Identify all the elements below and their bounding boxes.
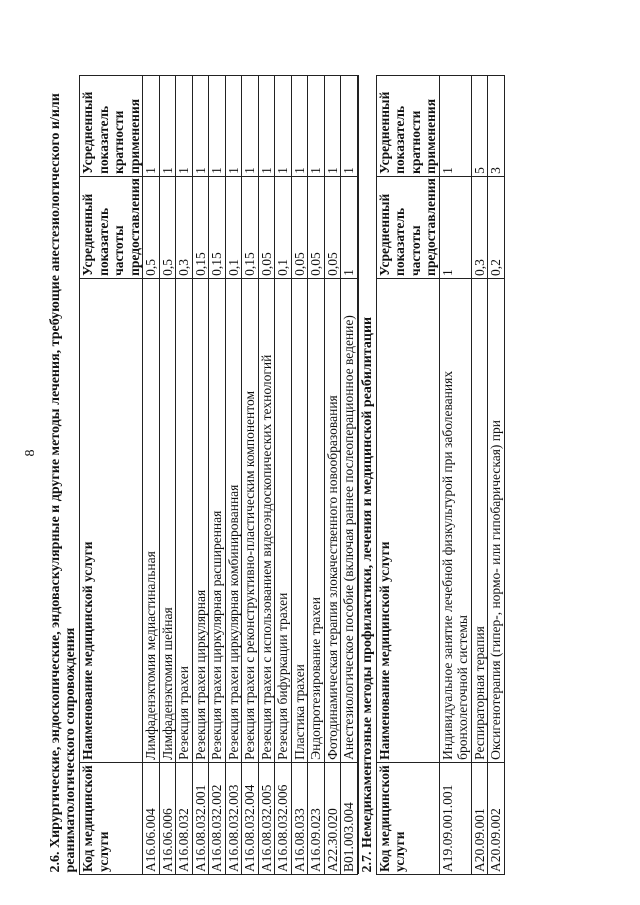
- section-title-row: [47, 76, 80, 875]
- cell-code: A16.08.032.006: [275, 762, 292, 874]
- cell-name: Резекция трахеи циркулярная расширенная: [209, 278, 226, 762]
- cell-name: Эндопротезирование трахеи: [308, 278, 325, 762]
- cell-mult: 1: [341, 76, 358, 177]
- section-2-6-title: 2.6. Хирургические, эндоскопические, эндоваскулярные и другие методы лечения, требующие анестезиологического и/или реаниматологического сопровождения: [47, 76, 80, 875]
- cell-code: A16.09.023: [308, 762, 325, 874]
- table-row: [242, 76, 259, 875]
- cell-code: A16.08.033: [291, 762, 308, 874]
- table-header-row: [376, 76, 439, 875]
- header-mult: Усредненный показатель кратности применения: [376, 76, 439, 177]
- table-row: [209, 76, 226, 875]
- table-row: [341, 76, 358, 875]
- cell-code: A16.08.032: [176, 762, 193, 874]
- cell-name: Резекция трахеи с реконструктивно-пластическим компонентом: [242, 278, 259, 762]
- rotated-page-content: [47, 35, 607, 875]
- cell-freq: 0,1: [275, 176, 292, 278]
- cell-freq: 0,5: [159, 176, 176, 278]
- cell-code: B01.003.004: [341, 762, 358, 874]
- cell-mult: 1: [143, 76, 160, 177]
- header-name: Наименование медицинской услуги: [376, 278, 439, 762]
- section-2-6-rows: [143, 76, 358, 875]
- cell-freq: 0,3: [471, 176, 488, 278]
- cell-freq: 0,05: [291, 176, 308, 278]
- cell-mult: 1: [324, 76, 341, 177]
- page-number: 8: [23, 449, 38, 457]
- cell-mult: 1: [291, 76, 308, 177]
- cell-code: A16.06.004: [143, 762, 160, 874]
- header-code: Код медицинской услуги: [376, 762, 439, 874]
- cell-mult: 1: [275, 76, 292, 177]
- table-row: [192, 76, 209, 875]
- table-row: [291, 76, 308, 875]
- cell-name: Резекция трахеи циркулярная: [192, 278, 209, 762]
- cell-mult: 1: [439, 76, 471, 177]
- cell-code: A20.09.001: [471, 762, 488, 874]
- table-section-2-6: [47, 75, 358, 875]
- cell-code: A20.09.002: [488, 762, 505, 874]
- cell-freq: 0,2: [488, 176, 505, 278]
- cell-mult: 5: [471, 76, 488, 177]
- cell-freq: 1: [439, 176, 471, 278]
- table-row: [275, 76, 292, 875]
- cell-name: Резекция бифуркации трахеи: [275, 278, 292, 762]
- header-code: Код медицинской услуги: [80, 762, 143, 874]
- cell-name: Анестезиологическое пособие (включая раннее послеоперационное ведение): [341, 278, 358, 762]
- cell-freq: 0,3: [176, 176, 193, 278]
- table-row: [308, 76, 325, 875]
- cell-code: A16.08.032.004: [242, 762, 259, 874]
- cell-mult: 1: [176, 76, 193, 177]
- cell-freq: 0,05: [324, 176, 341, 278]
- cell-name: Оксигенотерапия (гипер-, нормо- или гипобарическая) при: [488, 278, 505, 762]
- table-row: [488, 76, 505, 875]
- cell-name: Индивидуальное занятие лечебной физкультурой при заболеваниях бронхолегочной системы: [439, 278, 471, 762]
- table-row: [159, 76, 176, 875]
- header-freq: Усредненный показатель частоты предоставления: [80, 176, 143, 278]
- header-name: Наименование медицинской услуги: [80, 278, 143, 762]
- cell-freq: 0,15: [242, 176, 259, 278]
- cell-name: Резекция трахеи циркулярная комбинированная: [225, 278, 242, 762]
- cell-code: A19.09.001.001: [439, 762, 471, 874]
- cell-freq: 0,15: [192, 176, 209, 278]
- cell-freq: 0,15: [209, 176, 226, 278]
- cell-mult: 1: [209, 76, 226, 177]
- table-row: [258, 76, 275, 875]
- cell-mult: 1: [242, 76, 259, 177]
- table-row: [471, 76, 488, 875]
- cell-code: A16.08.032.003: [225, 762, 242, 874]
- table-header-row: [80, 76, 143, 875]
- table-row: [439, 76, 471, 875]
- cell-name: Пластика трахеи: [291, 278, 308, 762]
- cell-mult: 3: [488, 76, 505, 177]
- cell-freq: 0,05: [308, 176, 325, 278]
- cell-code: A16.08.032.001: [192, 762, 209, 874]
- table-section-2-7: [358, 75, 505, 875]
- cell-mult: 1: [192, 76, 209, 177]
- cell-name: Резекция трахеи: [176, 278, 193, 762]
- header-mult: Усредненный показатель кратности применения: [80, 76, 143, 177]
- header-freq: Усредненный показатель частоты предоставления: [376, 176, 439, 278]
- cell-name: Лимфаденэктомия медиастинальная: [143, 278, 160, 762]
- table-row: [176, 76, 193, 875]
- cell-mult: 1: [159, 76, 176, 177]
- cell-code: A16.08.032.002: [209, 762, 226, 874]
- cell-mult: 1: [225, 76, 242, 177]
- cell-code: A16.08.032.005: [258, 762, 275, 874]
- cell-name: Лимфаденэктомия шейная: [159, 278, 176, 762]
- table-row: [225, 76, 242, 875]
- table-row: [324, 76, 341, 875]
- cell-freq: 0,1: [225, 176, 242, 278]
- section-2-7-title: 2.7. Немедикаментозные методы профилактики, лечения и медицинской реабилитации: [358, 76, 376, 875]
- section-2-7-rows: [439, 76, 504, 875]
- cell-code: A22.30.020: [324, 762, 341, 874]
- section-title-row: [358, 76, 376, 875]
- cell-freq: 0,05: [258, 176, 275, 278]
- cell-freq: 1: [341, 176, 358, 278]
- cell-name: Резекция трахеи с использованием видеоэндоскопических технологий: [258, 278, 275, 762]
- cell-name: Респираторная терапия: [471, 278, 488, 762]
- cell-freq: 0,5: [143, 176, 160, 278]
- cell-mult: 1: [258, 76, 275, 177]
- table-row: [143, 76, 160, 875]
- cell-code: A16.06.006: [159, 762, 176, 874]
- cell-name: Фотодинамическая терапия злокачественного новообразования: [324, 278, 341, 762]
- cell-mult: 1: [308, 76, 325, 177]
